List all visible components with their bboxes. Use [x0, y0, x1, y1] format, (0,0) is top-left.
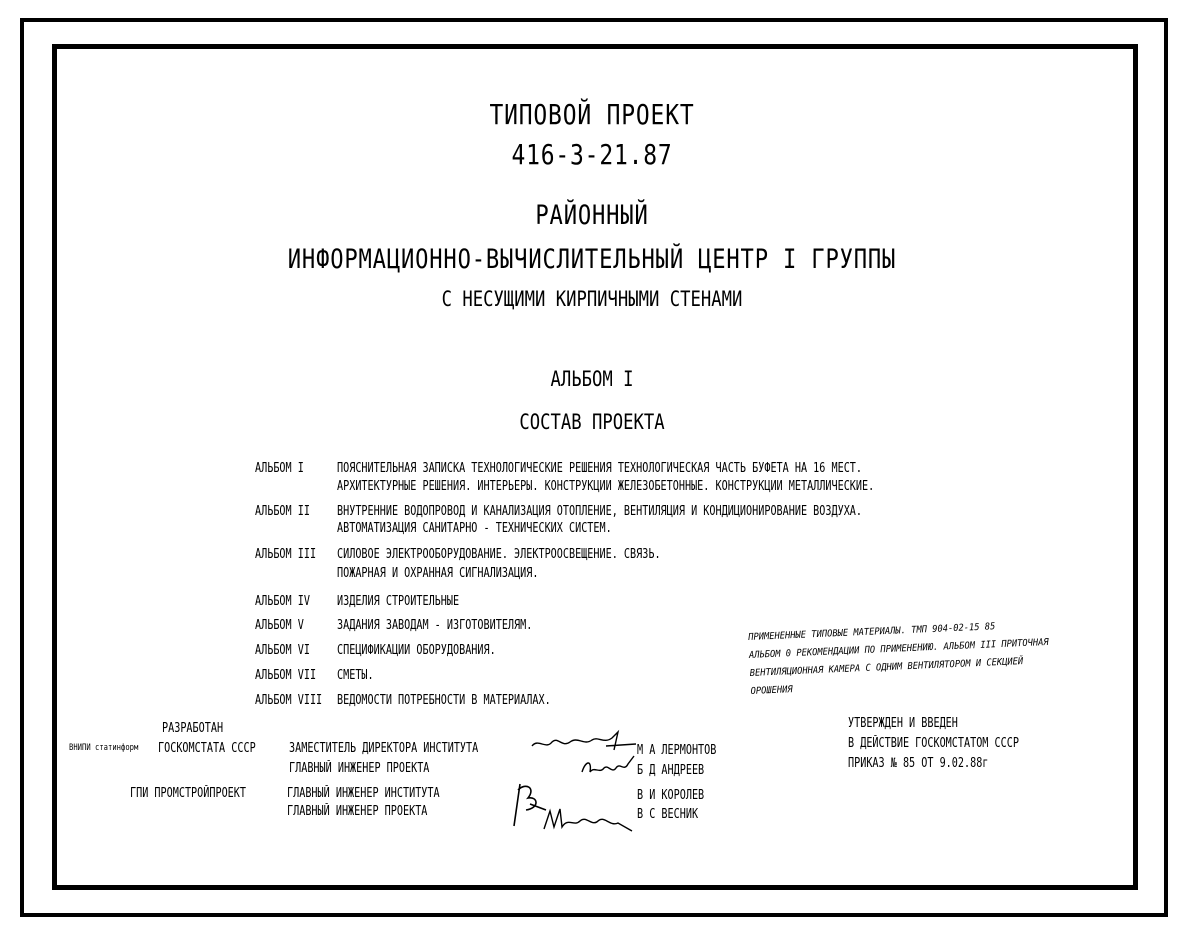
album-label: АЛЬБОМ I [550, 367, 634, 391]
album-3-line-2: ПОЖАРНАЯ И ОХРАННАЯ СИГНАЛИЗАЦИЯ. [337, 566, 539, 581]
album-5-label: АЛЬБОМ V [255, 618, 304, 633]
album-6-line-1: СПЕЦИФИКАЦИИ ОБОРУДОВАНИЯ. [337, 643, 496, 658]
org2-person-2: В С ВЕСНИК [637, 807, 699, 822]
album-2-line-2: АВТОМАТИЗАЦИЯ САНИТАРНО - ТЕХНИЧЕСКИХ СИСТЕМ. [337, 521, 612, 536]
applied-materials-line-1: ПРИМЕНЕННЫЕ ТИПОВЫЕ МАТЕРИАЛЫ. ТМП 904-02-15 85 [748, 621, 996, 643]
album-7-line-1: СМЕТЫ. [337, 668, 374, 683]
org1-prefix: ВНИПИ статинформ [69, 743, 139, 753]
org1-person-1: М А ЛЕРМОНТОВ [637, 743, 717, 758]
album-1-line-1: ПОЯСНИТЕЛЬНАЯ ЗАПИСКА ТЕХНОЛОГИЧЕСКИЕ РЕШЕНИЯ ТЕХНОЛОГИЧЕСКАЯ ЧАСТЬ БУФЕТА НА 16 МЕСТ. [337, 461, 863, 476]
section-title: СОСТАВ ПРОЕКТА [519, 410, 665, 434]
album-5-line-1: ЗАДАНИЯ ЗАВОДАМ - ИЗГОТОВИТЕЛЯМ. [337, 618, 533, 633]
org2-role-1: ГЛАВНЫЙ ИНЖЕНЕР ИНСТИТУТА [287, 786, 440, 801]
org2-person-1: В И КОРОЛЕВ [637, 788, 705, 803]
album-4-line-1: ИЗДЕЛИЯ СТРОИТЕЛЬНЫЕ [337, 594, 460, 609]
approved-line-1: УТВЕРЖДЕН И ВВЕДЕН [848, 716, 958, 731]
album-6-label: АЛЬБОМ VI [255, 643, 310, 658]
org1-role-2: ГЛАВНЫЙ ИНЖЕНЕР ПРОЕКТА [289, 761, 430, 776]
org2-role-2: ГЛАВНЫЙ ИНЖЕНЕР ПРОЕКТА [287, 804, 428, 819]
album-7-label: АЛЬБОМ VII [255, 668, 317, 683]
project-number: 416-3-21.87 [511, 138, 673, 171]
signature-andreev [578, 752, 638, 782]
object-line-3: С НЕСУЩИМИ КИРПИЧНЫМИ СТЕНАМИ [441, 287, 743, 311]
object-line-2: ИНФОРМАЦИОННО-ВЫЧИСЛИТЕЛЬНЫЙ ЦЕНТР I ГРУППЫ [287, 244, 897, 275]
approved-line-2: В ДЕЙСТВИЕ ГОСКОМСТАТОМ СССР [848, 736, 1019, 751]
album-2-line-1: ВНУТРЕННИЕ ВОДОПРОВОД И КАНАЛИЗАЦИЯ ОТОПЛЕНИЕ, ВЕНТИЛЯЦИЯ И КОНДИЦИОНИРОВАНИЕ ВОЗДУХА. [337, 504, 863, 519]
project-type-title: ТИПОВОЙ ПРОЕКТ [489, 98, 695, 131]
org1-person-2: Б Д АНДРЕЕВ [637, 763, 705, 778]
album-2-label: АЛЬБОМ II [255, 504, 310, 519]
album-1-label: АЛЬБОМ I [255, 461, 304, 476]
org1-name: ГОСКОМСТАТА СССР [158, 741, 256, 756]
album-4-label: АЛЬБОМ IV [255, 594, 310, 609]
album-1-line-2: АРХИТЕКТУРНЫЕ РЕШЕНИЯ. ИНТЕРЬЕРЫ. КОНСТРУКЦИИ ЖЕЛЕЗОБЕТОННЫЕ. КОНСТРУКЦИИ МЕТАЛЛИЧЕСКИЕ. [337, 479, 875, 494]
album-3-line-1: СИЛОВОЕ ЭЛЕКТРООБОРУДОВАНИЕ. ЭЛЕКТРООСВЕЩЕНИЕ. СВЯЗЬ. [337, 547, 661, 562]
org1-role-1: ЗАМЕСТИТЕЛЬ ДИРЕКТОРА ИНСТИТУТА [289, 741, 479, 756]
album-8-line-1: ВЕДОМОСТИ ПОТРЕБНОСТИ В МАТЕРИАЛАХ. [337, 693, 551, 708]
approved-line-3: ПРИКАЗ № 85 ОТ 9.02.88г [848, 756, 989, 771]
applied-materials-line-3: ВЕНТИЛЯЦИОННАЯ КАМЕРА С ОДНИМ ВЕНТИЛЯТОРОМ И СЕКЦИЕЙ [749, 656, 1024, 679]
album-8-label: АЛЬБОМ VIII [255, 693, 323, 708]
org2-name: ГПИ ПРОМСТРОЙПРОЕКТ [130, 786, 247, 801]
applied-materials-line-4: ОРОШЕНИЯ [750, 684, 793, 697]
developed-heading: РАЗРАБОТАН [162, 721, 224, 736]
object-line-1: РАЙОННЫЙ [535, 200, 649, 231]
signature-vesnik [540, 805, 636, 835]
album-3-label: АЛЬБОМ III [255, 547, 317, 562]
applied-materials-line-2: АЛЬБОМ 0 РЕКОМЕНДАЦИИ ПО ПРИМЕНЕНИЮ. АЛЬБОМ III ПРИТОЧНАЯ [748, 636, 1049, 661]
